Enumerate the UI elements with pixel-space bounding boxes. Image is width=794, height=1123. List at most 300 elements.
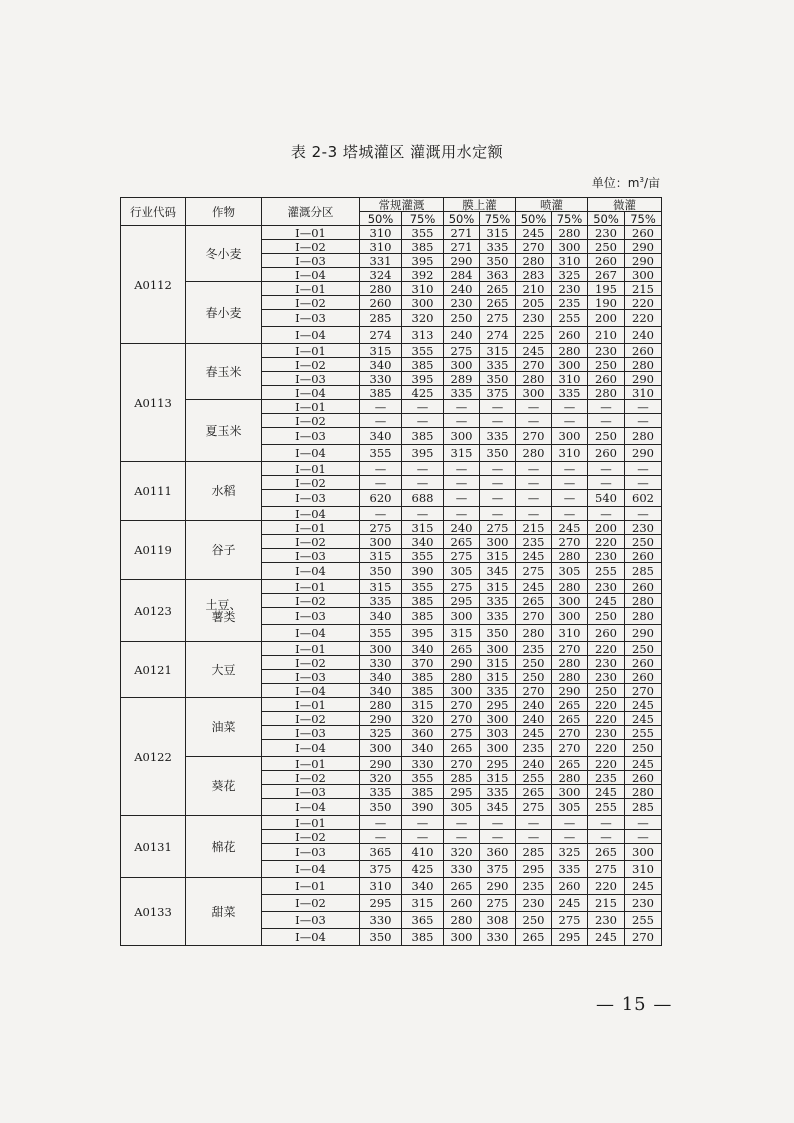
quota-value-cell: 220 (588, 878, 625, 895)
quota-value-cell: 245 (552, 521, 588, 535)
quota-value-cell: — (625, 830, 662, 844)
quota-value-cell: 310 (552, 445, 588, 462)
quota-value-cell: 255 (516, 771, 552, 785)
quota-value-cell: 235 (516, 878, 552, 895)
quota-value-cell: 255 (552, 310, 588, 327)
crop-name-cell: 冬小麦 (186, 226, 262, 282)
quota-value-cell: 330 (444, 861, 480, 878)
quota-value-cell: 240 (516, 698, 552, 712)
quota-value-cell: 245 (625, 698, 662, 712)
quota-value-cell: 290 (625, 240, 662, 254)
zone-cell: Ⅰ—02 (262, 830, 360, 844)
quota-value-cell: 425 (402, 386, 444, 400)
quota-value-cell: 265 (444, 740, 480, 757)
table-row (121, 344, 662, 358)
quota-value-cell: 395 (402, 254, 444, 268)
quota-value-cell: 215 (516, 521, 552, 535)
quota-value-cell: 280 (552, 771, 588, 785)
quota-value-cell: 390 (402, 799, 444, 816)
quota-value-cell: 385 (402, 670, 444, 684)
quota-value-cell: — (402, 476, 444, 490)
zone-cell: Ⅰ—02 (262, 358, 360, 372)
quota-value-cell: 355 (360, 445, 402, 462)
quota-value-cell: — (480, 462, 516, 476)
quota-value-cell: 300 (360, 642, 402, 656)
quota-value-cell: 540 (588, 490, 625, 507)
quota-value-cell: 265 (516, 785, 552, 799)
zone-cell: Ⅰ—02 (262, 296, 360, 310)
quota-value-cell: 280 (552, 580, 588, 594)
zone-cell: Ⅰ—04 (262, 386, 360, 400)
quota-value-cell: 280 (625, 428, 662, 445)
quota-value-cell: 320 (444, 844, 480, 861)
quota-value-cell: 245 (516, 344, 552, 358)
quota-value-cell: 230 (625, 521, 662, 535)
quota-value-cell: 250 (516, 912, 552, 929)
crop-name-cell: 水稻 (186, 462, 262, 521)
quota-value-cell: 365 (402, 912, 444, 929)
quota-value-cell: — (444, 400, 480, 414)
quota-value-cell: — (480, 414, 516, 428)
industry-code-cell: A0111 (121, 462, 186, 521)
zone-cell: Ⅰ—01 (262, 698, 360, 712)
quota-value-cell: 315 (480, 656, 516, 670)
quota-value-cell: 310 (360, 226, 402, 240)
quota-value-cell: — (360, 816, 402, 830)
zone-cell: Ⅰ—03 (262, 608, 360, 625)
quota-value-cell: 350 (480, 372, 516, 386)
quota-value-cell: 220 (588, 712, 625, 726)
zone-cell: Ⅰ—04 (262, 625, 360, 642)
header-group-micro: 微灌 (588, 198, 662, 212)
quota-value-cell: 230 (588, 726, 625, 740)
zone-cell: Ⅰ—03 (262, 670, 360, 684)
quota-value-cell: 270 (444, 698, 480, 712)
quota-value-cell: 385 (360, 386, 402, 400)
quota-value-cell: — (625, 476, 662, 490)
quota-value-cell: 285 (516, 844, 552, 861)
quota-value-cell: — (552, 490, 588, 507)
zone-cell: Ⅰ—02 (262, 535, 360, 549)
unit-suffix: /亩 (643, 176, 660, 190)
quota-value-cell: 230 (588, 656, 625, 670)
quota-value-cell: 250 (588, 608, 625, 625)
quota-value-cell: 350 (480, 625, 516, 642)
quota-value-cell: 303 (480, 726, 516, 740)
unit-prefix: 单位：m (591, 176, 640, 190)
quota-value-cell: 340 (402, 740, 444, 757)
quota-value-cell: — (516, 490, 552, 507)
quota-value-cell: 260 (552, 878, 588, 895)
quota-value-cell: 260 (588, 372, 625, 386)
quota-value-cell: — (625, 507, 662, 521)
quota-value-cell: 250 (588, 684, 625, 698)
quota-value-cell: 255 (625, 912, 662, 929)
quota-value-cell: 240 (516, 757, 552, 771)
quota-value-cell: 220 (588, 642, 625, 656)
quota-value-cell: 271 (444, 226, 480, 240)
quota-value-cell: 265 (552, 698, 588, 712)
quota-value-cell: 290 (552, 684, 588, 698)
quota-value-cell: 335 (480, 684, 516, 698)
crop-name-cell: 甜菜 (186, 878, 262, 946)
quota-value-cell: — (625, 462, 662, 476)
quota-value-cell: 260 (444, 895, 480, 912)
quota-value-cell: 285 (625, 799, 662, 816)
quota-value-cell: 230 (588, 226, 625, 240)
quota-value-cell: — (360, 476, 402, 490)
quota-value-cell: 300 (444, 684, 480, 698)
quota-value-cell: — (552, 476, 588, 490)
quota-value-cell: — (444, 816, 480, 830)
zone-cell: Ⅰ—04 (262, 929, 360, 946)
quota-value-cell: 255 (625, 726, 662, 740)
quota-value-cell: 245 (588, 594, 625, 608)
quota-value-cell: 205 (516, 296, 552, 310)
quota-value-cell: — (552, 400, 588, 414)
quota-value-cell: 289 (444, 372, 480, 386)
quota-value-cell: 270 (552, 642, 588, 656)
zone-cell: Ⅰ—02 (262, 476, 360, 490)
quota-value-cell: 330 (402, 757, 444, 771)
quota-value-cell: 270 (516, 358, 552, 372)
quota-value-cell: 215 (625, 282, 662, 296)
quota-value-cell: 240 (444, 521, 480, 535)
quota-value-cell: 245 (588, 785, 625, 799)
zone-cell: Ⅰ—01 (262, 400, 360, 414)
zone-cell: Ⅰ—04 (262, 268, 360, 282)
quota-value-cell: 300 (552, 428, 588, 445)
quota-value-cell: 275 (444, 726, 480, 740)
quota-value-cell: 270 (516, 240, 552, 254)
zone-cell: Ⅰ—01 (262, 282, 360, 296)
industry-code-cell: A0121 (121, 642, 186, 698)
quota-value-cell: 300 (444, 608, 480, 625)
quota-value-cell: 260 (588, 445, 625, 462)
quota-value-cell: 240 (516, 712, 552, 726)
zone-cell: Ⅰ—02 (262, 895, 360, 912)
quota-value-cell: 363 (480, 268, 516, 282)
quota-value-cell: 275 (480, 310, 516, 327)
quota-value-cell: 275 (480, 521, 516, 535)
quota-value-cell: 325 (552, 268, 588, 282)
quota-value-cell: 220 (588, 757, 625, 771)
quota-value-cell: — (516, 400, 552, 414)
crop-name-cell: 春玉米 (186, 344, 262, 400)
unit-sup: 3 (639, 176, 644, 184)
quota-value-cell: 275 (480, 895, 516, 912)
quota-value-cell: 230 (444, 296, 480, 310)
header-p75: 75% (625, 212, 662, 226)
zone-cell: Ⅰ—01 (262, 757, 360, 771)
quota-value-cell: 315 (360, 344, 402, 358)
zone-cell: Ⅰ—02 (262, 712, 360, 726)
quota-value-cell: 310 (360, 240, 402, 254)
quota-value-cell: 280 (516, 445, 552, 462)
header-p50: 50% (444, 212, 480, 226)
zone-cell: Ⅰ—04 (262, 740, 360, 757)
quota-value-cell: 265 (588, 844, 625, 861)
quota-value-cell: 290 (360, 757, 402, 771)
quota-value-cell: 245 (516, 580, 552, 594)
quota-value-cell: — (402, 830, 444, 844)
quota-value-cell: 190 (588, 296, 625, 310)
industry-code-cell: A0119 (121, 521, 186, 580)
quota-value-cell: 300 (480, 535, 516, 549)
quota-value-cell: 305 (552, 799, 588, 816)
quota-value-cell: 220 (588, 535, 625, 549)
quota-value-cell: — (588, 476, 625, 490)
quota-value-cell: 260 (625, 771, 662, 785)
quota-value-cell: 385 (402, 608, 444, 625)
quota-value-cell: 295 (444, 785, 480, 799)
quota-value-cell: — (402, 400, 444, 414)
quota-value-cell: 330 (360, 912, 402, 929)
quota-value-cell: 295 (552, 929, 588, 946)
quota-value-cell: — (402, 462, 444, 476)
quota-value-cell: 290 (444, 656, 480, 670)
quota-value-cell: 315 (480, 226, 516, 240)
quota-value-cell: 295 (516, 861, 552, 878)
quota-value-cell: — (444, 462, 480, 476)
quota-value-cell: 285 (360, 310, 402, 327)
quota-value-cell: 410 (402, 844, 444, 861)
quota-value-cell: 280 (552, 670, 588, 684)
quota-value-cell: 270 (444, 757, 480, 771)
quota-value-cell: 280 (625, 785, 662, 799)
quota-value-cell: 345 (480, 799, 516, 816)
quota-value-cell: 275 (444, 580, 480, 594)
zone-cell: Ⅰ—04 (262, 684, 360, 698)
quota-value-cell: 331 (360, 254, 402, 268)
quota-value-cell: 235 (516, 535, 552, 549)
crop-name-cell: 棉花 (186, 816, 262, 878)
quota-value-cell: 315 (480, 670, 516, 684)
quota-value-cell: 315 (480, 549, 516, 563)
quota-value-cell: 335 (444, 386, 480, 400)
quota-value-cell: 310 (625, 861, 662, 878)
quota-value-cell: 295 (444, 594, 480, 608)
quota-value-cell: 280 (552, 344, 588, 358)
quota-value-cell: — (360, 830, 402, 844)
quota-value-cell: 265 (480, 296, 516, 310)
quota-value-cell: 300 (402, 296, 444, 310)
quota-value-cell: 250 (625, 642, 662, 656)
quota-value-cell: 265 (444, 878, 480, 895)
quota-value-cell: — (360, 414, 402, 428)
quota-value-cell: 230 (588, 912, 625, 929)
zone-cell: Ⅰ—03 (262, 844, 360, 861)
quota-value-cell: 210 (516, 282, 552, 296)
quota-value-cell: 385 (402, 785, 444, 799)
quota-value-cell: 350 (360, 799, 402, 816)
quota-value-cell: 308 (480, 912, 516, 929)
quota-value-cell: 230 (588, 580, 625, 594)
quota-value-cell: 283 (516, 268, 552, 282)
quota-value-cell: 310 (552, 254, 588, 268)
quota-value-cell: — (516, 476, 552, 490)
quota-value-cell: — (516, 414, 552, 428)
quota-value-cell: 280 (516, 625, 552, 642)
quota-value-cell: — (480, 816, 516, 830)
quota-value-cell: 340 (360, 684, 402, 698)
zone-cell: Ⅰ—04 (262, 861, 360, 878)
quota-value-cell: — (625, 816, 662, 830)
header-p75: 75% (552, 212, 588, 226)
quota-value-cell: 250 (444, 310, 480, 327)
quota-value-cell: 325 (552, 844, 588, 861)
quota-value-cell: 340 (360, 670, 402, 684)
quota-value-cell: 395 (402, 372, 444, 386)
quota-value-cell: — (480, 476, 516, 490)
industry-code-cell: A0133 (121, 878, 186, 946)
quota-value-cell: 330 (480, 929, 516, 946)
quota-value-cell: 300 (444, 358, 480, 372)
quota-value-cell: 315 (480, 580, 516, 594)
quota-value-cell: 265 (552, 757, 588, 771)
quota-value-cell: 270 (516, 428, 552, 445)
crop-name-cell: 大豆 (186, 642, 262, 698)
quota-value-cell: — (516, 507, 552, 521)
quota-value-cell: 230 (588, 549, 625, 563)
quota-value-cell: 280 (552, 656, 588, 670)
quota-value-cell: 260 (625, 344, 662, 358)
quota-value-cell: 245 (625, 712, 662, 726)
zone-cell: Ⅰ—03 (262, 254, 360, 268)
quota-value-cell: 280 (360, 282, 402, 296)
quota-value-cell: — (480, 490, 516, 507)
quota-value-cell: 350 (480, 254, 516, 268)
quota-value-cell: — (552, 507, 588, 521)
quota-value-cell: — (588, 816, 625, 830)
quota-value-cell: 255 (588, 563, 625, 580)
zone-cell: Ⅰ—04 (262, 445, 360, 462)
quota-value-cell: 602 (625, 490, 662, 507)
quota-value-cell: 375 (360, 861, 402, 878)
quota-value-cell: 260 (588, 625, 625, 642)
quota-value-cell: 375 (480, 861, 516, 878)
quota-value-cell: 320 (402, 310, 444, 327)
zone-cell: Ⅰ—01 (262, 226, 360, 240)
quota-value-cell: 385 (402, 684, 444, 698)
quota-value-cell: 250 (588, 240, 625, 254)
quota-value-cell: 280 (516, 372, 552, 386)
quota-value-cell: 315 (402, 698, 444, 712)
quota-value-cell: 325 (360, 726, 402, 740)
zone-cell: Ⅰ—01 (262, 344, 360, 358)
zone-cell: Ⅰ—01 (262, 878, 360, 895)
quota-value-cell: 265 (480, 282, 516, 296)
quota-value-cell: 274 (360, 327, 402, 344)
quota-value-cell: 260 (625, 656, 662, 670)
table-row (121, 642, 662, 656)
quota-value-cell: 385 (402, 428, 444, 445)
quota-value-cell: 385 (402, 358, 444, 372)
quota-value-cell: 390 (402, 563, 444, 580)
quota-value-cell: — (360, 507, 402, 521)
quota-value-cell: — (444, 830, 480, 844)
irrigation-quota-table (120, 197, 662, 946)
header-group-film: 膜上灌 (444, 198, 516, 212)
quota-value-cell: 280 (625, 608, 662, 625)
quota-value-cell: — (402, 507, 444, 521)
quota-value-cell: 335 (360, 594, 402, 608)
zone-cell: Ⅰ—02 (262, 771, 360, 785)
quota-value-cell: 290 (625, 372, 662, 386)
quota-value-cell: 395 (402, 625, 444, 642)
quota-value-cell: 315 (480, 771, 516, 785)
quota-value-cell: — (588, 400, 625, 414)
quota-value-cell: 355 (402, 580, 444, 594)
quota-value-cell: 320 (360, 771, 402, 785)
zone-cell: Ⅰ—02 (262, 240, 360, 254)
table-row (121, 698, 662, 712)
zone-cell: Ⅰ—03 (262, 785, 360, 799)
quota-value-cell: 360 (480, 844, 516, 861)
quota-value-cell: 250 (516, 670, 552, 684)
zone-cell: Ⅰ—02 (262, 414, 360, 428)
quota-value-cell: 310 (360, 878, 402, 895)
quota-value-cell: 290 (625, 625, 662, 642)
quota-value-cell: 220 (625, 310, 662, 327)
quota-value-cell: 295 (480, 757, 516, 771)
quota-value-cell: 315 (402, 895, 444, 912)
quota-value-cell: 335 (552, 861, 588, 878)
quota-value-cell: 210 (588, 327, 625, 344)
industry-code-cell: A0113 (121, 344, 186, 462)
quota-value-cell: — (480, 400, 516, 414)
zone-cell: Ⅰ—02 (262, 656, 360, 670)
quota-value-cell: 250 (625, 740, 662, 757)
quota-value-cell: 335 (480, 608, 516, 625)
quota-value-cell: 300 (480, 712, 516, 726)
quota-value-cell: 300 (444, 428, 480, 445)
zone-cell: Ⅰ—01 (262, 580, 360, 594)
quota-value-cell: — (588, 462, 625, 476)
quota-value-cell: 300 (480, 642, 516, 656)
quota-value-cell: 300 (444, 929, 480, 946)
zone-cell: Ⅰ—04 (262, 507, 360, 521)
quota-value-cell: 270 (552, 535, 588, 549)
quota-value-cell: — (480, 507, 516, 521)
table-row (121, 878, 662, 895)
quota-value-cell: 260 (625, 549, 662, 563)
quota-value-cell: — (444, 414, 480, 428)
quota-value-cell: 235 (552, 296, 588, 310)
quota-value-cell: 290 (444, 254, 480, 268)
quota-value-cell: 267 (588, 268, 625, 282)
quota-value-cell: 335 (552, 386, 588, 400)
quota-value-cell: 240 (444, 327, 480, 344)
quota-value-cell: 271 (444, 240, 480, 254)
quota-value-cell: 230 (552, 282, 588, 296)
table-row (121, 226, 662, 240)
quota-value-cell: 270 (444, 712, 480, 726)
quota-value-cell: 324 (360, 268, 402, 282)
quota-value-cell: 265 (516, 594, 552, 608)
quota-value-cell: 355 (402, 344, 444, 358)
quota-value-cell: 275 (516, 799, 552, 816)
quota-value-cell: — (516, 462, 552, 476)
quota-value-cell: 300 (552, 608, 588, 625)
quota-value-cell: 330 (360, 372, 402, 386)
quota-value-cell: 310 (552, 625, 588, 642)
quota-value-cell: — (625, 400, 662, 414)
quota-value-cell: 280 (444, 670, 480, 684)
quota-value-cell: 335 (480, 240, 516, 254)
quota-value-cell: — (480, 830, 516, 844)
quota-value-cell: 235 (516, 642, 552, 656)
